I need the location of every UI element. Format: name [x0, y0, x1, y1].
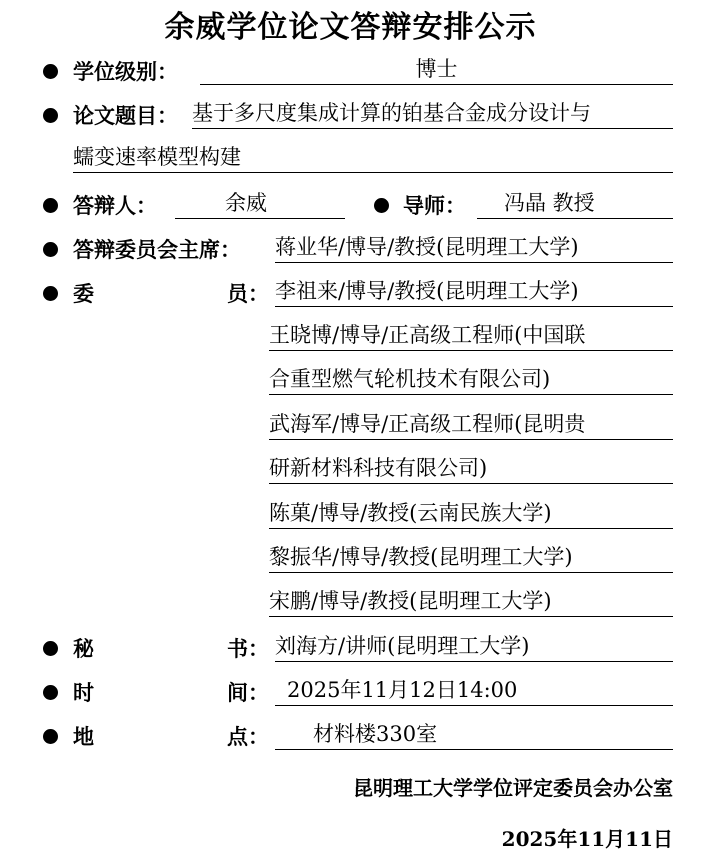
- member-line: 陈菓/博导/教授(云南民族大学): [269, 498, 673, 529]
- thesis-title-line1: 基于多尺度集成计算的铂基合金成分设计与: [192, 98, 673, 129]
- bullet-icon: [43, 242, 58, 257]
- member-line: 王晓博/博导/正高级工程师(中国联: [269, 320, 673, 351]
- defender-value: 余威: [175, 188, 345, 219]
- bullet-icon: [43, 64, 58, 79]
- thesis-label: 论文题目：: [73, 103, 178, 128]
- bullet-icon: [43, 198, 58, 213]
- bullet-icon: [43, 685, 58, 700]
- time-row: [0, 675, 701, 709]
- bullet-icon: [43, 108, 58, 123]
- chair-row: [0, 232, 701, 266]
- issuing-office: 昆明理工大学学位评定委员会办公室: [353, 776, 673, 800]
- members-label-b: 员：: [227, 281, 269, 306]
- member-line: 武海军/博导/正高级工程师(昆明贵: [269, 409, 673, 440]
- advisor-label: 导师：: [403, 193, 466, 218]
- degree-label: 学位级别：: [73, 59, 178, 84]
- secretary-label-a: 秘: [73, 636, 94, 661]
- bullet-icon: [43, 641, 58, 656]
- member-line: 合重型燃气轮机技术有限公司): [269, 364, 673, 395]
- time-label-a: 时: [73, 680, 94, 705]
- issue-date: 2025年11月11日: [501, 827, 673, 851]
- chair-label: 答辩委员会主席：: [73, 237, 241, 262]
- advisor-value: 冯晶 教授: [477, 188, 673, 219]
- defender-label: 答辩人：: [73, 193, 157, 218]
- thesis-title-line2: 蠕变速率模型构建: [73, 142, 673, 173]
- member-line: 李祖来/博导/教授(昆明理工大学): [275, 276, 673, 307]
- time-label-b: 间：: [227, 680, 269, 705]
- members-row: [0, 276, 701, 310]
- page-title: 余威学位论文答辩安排公示: [164, 10, 537, 45]
- secretary-value: 刘海方/讲师(昆明理工大学): [275, 631, 673, 662]
- place-row: [0, 719, 701, 753]
- bullet-icon: [374, 198, 389, 213]
- place-label-a: 地: [73, 724, 94, 749]
- defender-row: [0, 188, 701, 222]
- place-label-b: 点：: [227, 724, 269, 749]
- secretary-row: [0, 631, 701, 665]
- chair-value: 蒋业华/博导/教授(昆明理工大学): [275, 232, 673, 263]
- member-line: 研新材料科技有限公司): [269, 453, 673, 484]
- member-line: 宋鹏/博导/教授(昆明理工大学): [269, 586, 673, 617]
- bullet-icon: [43, 286, 58, 301]
- thesis-row: [0, 98, 701, 132]
- place-value: 材料楼330室: [275, 719, 673, 750]
- secretary-label-b: 书：: [227, 636, 269, 661]
- degree-row: [0, 54, 701, 88]
- bullet-icon: [43, 729, 58, 744]
- degree-value: 博士: [200, 54, 673, 85]
- time-value: 2025年11月12日14:00: [275, 675, 673, 706]
- member-line: 黎振华/博导/教授(昆明理工大学): [269, 542, 673, 573]
- members-label-a: 委: [73, 281, 94, 306]
